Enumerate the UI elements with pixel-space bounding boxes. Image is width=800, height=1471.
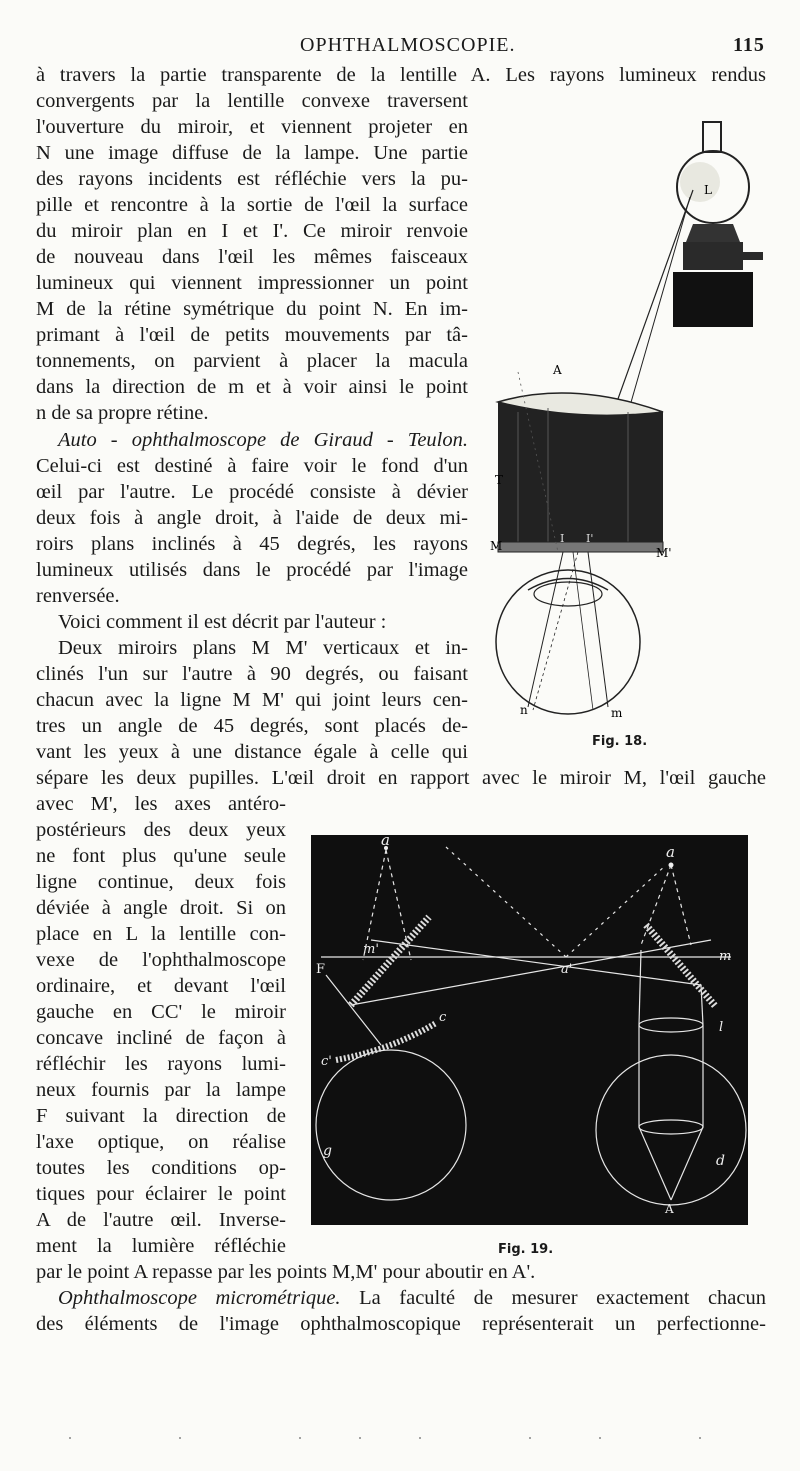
label-m: m	[611, 706, 623, 720]
text-line: roirs plans inclinés à 45 degrés, les rayons	[36, 533, 468, 555]
text-line: ordinaire, et devant l'œil	[36, 975, 286, 997]
text-line: deux fois à angle droit, à l'aide de deux mi-	[36, 507, 468, 529]
lamp-base	[683, 242, 743, 270]
text-line: de nouveau dans l'œil les mêmes faisceaux	[36, 246, 468, 268]
ray-line	[588, 552, 608, 707]
text-line: sépare les deux pupilles. L'œil droit en rapport avec le miroir M, l'œil gauche	[36, 767, 766, 789]
text-line: toutes les conditions op-	[36, 1157, 286, 1179]
text-line: Voici comment il est décrit par l'auteur :	[58, 611, 387, 633]
text-line: F suivant la direction de	[36, 1105, 286, 1127]
text-line: des rayons incidents est réfléchie vers la pu-	[36, 168, 468, 190]
figure-19-caption: Fig. 19.	[498, 1242, 554, 1257]
text-line: lumineux qui viennent impressionner un point	[36, 272, 468, 294]
text-line: pille et rencontre à la sortie de l'œil la surface	[36, 194, 468, 216]
crystalline-lens	[534, 582, 602, 606]
text-line: tiques pour éclairer le point	[36, 1183, 286, 1205]
label-a-prime: a'	[561, 962, 573, 977]
label-I-prime: I'	[586, 532, 594, 545]
label-m-prime: m'	[363, 942, 379, 957]
running-header	[0, 34, 800, 58]
section-heading-auto-ophthalmoscope: Auto - ophthalmoscope de Giraud - Teulon.	[58, 429, 468, 451]
text-line: tonnements, on parvient à placer la macula	[36, 350, 468, 372]
text-line: vant les yeux à une distance égale à celle qui	[36, 741, 468, 763]
lamp-knob	[743, 252, 763, 260]
text-line: des éléments de l'image ophthalmoscopique représenterait un perfectionne-	[36, 1313, 766, 1335]
lamp-reservoir	[673, 272, 753, 327]
text-line: N une image diffuse de la lampe. Une partie	[36, 142, 468, 164]
text-line: neux fournis par la lampe	[36, 1079, 286, 1101]
text-line: l'ouverture du miroir, et viennent projeter en	[36, 116, 468, 138]
text-line: lumineux utilisés dans le procédé par l'image	[36, 559, 468, 581]
label-m: m	[719, 949, 732, 964]
text-line: par le point A repasse par les points M,M' pour aboutir en A'.	[36, 1261, 536, 1283]
text-line: n de sa propre rétine.	[36, 402, 209, 424]
label-T: T	[495, 473, 504, 487]
label-g: g	[323, 1143, 332, 1159]
text-line: l'axe optique, on réalise	[36, 1131, 286, 1153]
lamp-highlight	[680, 162, 720, 202]
section-heading-micrometric: Ophthalmoscope micrométrique.	[58, 1287, 341, 1309]
text-line: primant à l'œil de petits mouvements par tâ-	[36, 324, 468, 346]
text-line: postérieurs des deux yeux	[36, 819, 286, 841]
text-line: A de l'autre œil. Inverse-	[36, 1209, 286, 1231]
text-line: place en L la lentille con-	[36, 923, 286, 945]
text-line: convergents par la lentille convexe traversent	[36, 90, 468, 112]
bottom-speckles	[60, 1433, 740, 1443]
label-A: A	[553, 363, 562, 377]
label-a-left: a	[381, 835, 390, 849]
text-line: gauche en CC' le miroir	[36, 1001, 286, 1023]
text-line: ligne continue, deux fois	[36, 871, 286, 893]
label-I: I	[560, 532, 565, 545]
label-L: L	[704, 183, 712, 197]
lamp-burner	[686, 224, 740, 242]
label-M: M	[490, 539, 503, 553]
text-line: vexe de l'ophthalmoscope	[36, 949, 286, 971]
figure-18-diagram	[478, 112, 778, 722]
text-line: Deux miroirs plans M M' verticaux et in-	[58, 637, 468, 659]
text-line: M de la rétine symétrique du point N. En im-	[36, 298, 468, 320]
eye-globe	[496, 570, 640, 714]
text-line: déviée à angle droit. Si on	[36, 897, 286, 919]
text-line: concave incliné de façon à	[36, 1027, 286, 1049]
lamp-chimney	[703, 122, 721, 152]
text-line: clinés l'un sur l'autre à 90 degrés, ou faisant	[36, 663, 468, 685]
label-F: F	[316, 962, 326, 977]
label-A: A	[665, 1202, 674, 1216]
text-line: réfléchir les rayons lumi-	[36, 1053, 286, 1075]
lens-tube	[498, 393, 663, 552]
text-line: œil par l'autre. Le procédé consiste à dévier	[36, 481, 468, 503]
text-line: tres un angle de 45 degrés, sont placés de-	[36, 715, 468, 737]
running-title: OPHTHALMOSCOPIE.	[300, 34, 516, 56]
page-number: 115	[733, 34, 765, 56]
text-line: Celui-ci est destiné à faire voir le fond d'un	[36, 455, 468, 477]
label-c-prime: c'	[321, 1054, 332, 1069]
text-line: du miroir plan en I et I'. Ce miroir renvoie	[36, 220, 468, 242]
ray-line	[573, 552, 593, 710]
text-line: ment la lumière réfléchie	[36, 1235, 286, 1257]
text-line	[36, 1285, 766, 1311]
label-M-prime: M'	[656, 546, 672, 560]
point-a-right	[669, 863, 674, 868]
figure-18-caption: Fig. 18.	[592, 734, 648, 749]
label-d: d	[716, 1153, 725, 1169]
text-line: ne font plus qu'une seule	[36, 845, 286, 867]
plane-mirror	[498, 542, 663, 552]
figure-19-diagram	[311, 835, 748, 1225]
label-a-right: a	[666, 843, 675, 861]
text-line: à travers la partie transparente de la lentille A. Les rayons lumineux rendus	[36, 64, 766, 86]
ray-line	[528, 552, 563, 707]
text-line: renversée.	[36, 585, 120, 607]
text-fragment: La faculté de mesurer exactement chacun	[359, 1287, 767, 1309]
text-line: dans la direction de m et à voir ainsi le point	[36, 376, 468, 398]
text-line: chacun avec la ligne M M' qui joint leurs cen-	[36, 689, 468, 711]
text-line: avec M', les axes antéro-	[36, 793, 286, 815]
label-c: c	[439, 1010, 447, 1025]
figure-background	[311, 835, 748, 1225]
label-l: l	[719, 1020, 724, 1035]
label-n: n	[520, 703, 528, 717]
